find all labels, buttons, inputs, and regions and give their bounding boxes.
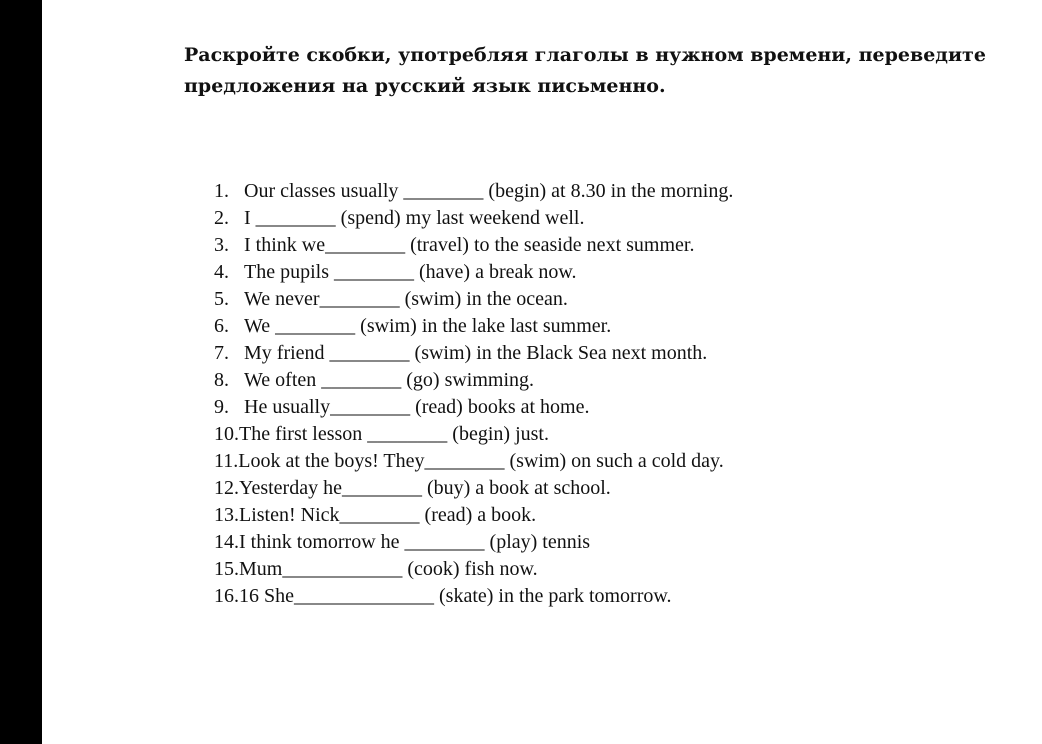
exercise-number: 15. [214, 558, 239, 580]
exercise-item [214, 529, 1014, 556]
exercise-text: Listen! Nick________ (read) a book. [239, 504, 537, 526]
exercise-item [214, 232, 1014, 259]
exercise-text: I think we________ (travel) to the seaside next summer. [244, 234, 695, 256]
exercise-list [214, 178, 1014, 610]
exercise-text: He usually________ (read) books at home. [244, 396, 590, 418]
exercise-number: 14. [214, 531, 239, 553]
exercise-text: Our classes usually ________ (begin) at 8.30 in the morning. [244, 180, 734, 202]
exercise-item [214, 340, 1014, 367]
exercise-text: Mum____________ (cook) fish now. [239, 558, 538, 580]
exercise-number: 13. [214, 504, 239, 526]
exercise-item [214, 475, 1014, 502]
exercise-text: We never________ (swim) in the ocean. [244, 288, 568, 310]
exercise-item [214, 583, 1014, 610]
exercise-text: We ________ (swim) in the lake last summer. [244, 315, 612, 337]
exercise-number: 3. [214, 234, 229, 256]
exercise-text: Look at the boys! They________ (swim) on such a cold day. [238, 450, 724, 472]
exercise-text: I ________ (spend) my last weekend well. [244, 207, 585, 229]
exercise-item [214, 313, 1014, 340]
exercise-text: The first lesson ________ (begin) just. [239, 423, 549, 445]
exercise-text: We often ________ (go) swimming. [244, 369, 535, 391]
exercise-text: My friend ________ (swim) in the Black Sea next month. [244, 342, 708, 364]
exercise-number: 8. [214, 369, 229, 391]
exercise-number: 2. [214, 207, 229, 229]
exercise-item [214, 367, 1014, 394]
exercise-number: 10. [214, 423, 239, 445]
exercise-text: Yesterday he________ (buy) a book at school. [239, 477, 611, 499]
instruction-line-1: Раскройте скобки, употребляя глаголы в нужном времени, переведите [184, 44, 986, 66]
instruction-heading [184, 40, 1004, 102]
exercise-item [214, 502, 1014, 529]
exercise-number: 5. [214, 288, 229, 310]
exercise-number: 1. [214, 180, 229, 202]
exercise-number: 12. [214, 477, 239, 499]
exercise-text: 16 She______________ (skate) in the park tomorrow. [239, 585, 672, 607]
exercise-text: The pupils ________ (have) a break now. [244, 261, 577, 283]
exercise-item [214, 394, 1014, 421]
exercise-item [214, 448, 1014, 475]
exercise-number: 11. [214, 450, 239, 472]
exercise-text: I think tomorrow he ________ (play) tennis [239, 531, 591, 553]
exercise-item [214, 178, 1014, 205]
exercise-item [214, 259, 1014, 286]
exercise-item [214, 205, 1014, 232]
document-page [42, 0, 1042, 744]
exercise-item [214, 421, 1014, 448]
instruction-line-2: предложения на русский язык письменно. [184, 75, 666, 97]
exercise-item [214, 556, 1014, 583]
exercise-number: 4. [214, 261, 229, 283]
exercise-number: 6. [214, 315, 229, 337]
exercise-item [214, 286, 1014, 313]
exercise-number: 16. [214, 585, 239, 607]
exercise-number: 9. [214, 396, 229, 418]
exercise-number: 7. [214, 342, 229, 364]
